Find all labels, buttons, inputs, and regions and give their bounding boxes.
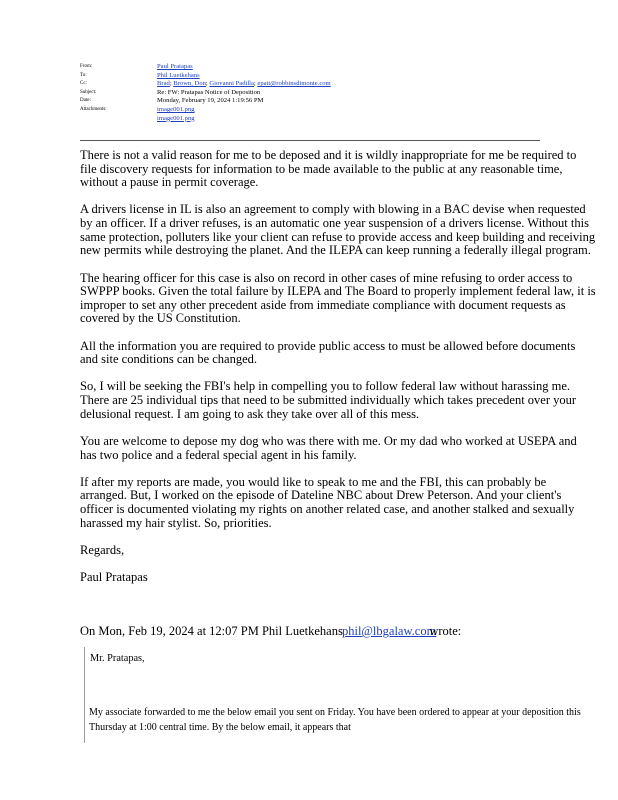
reply-attribution-text: On Mon, Feb 19, 2024 at 12:07 PM Phil Luetkehans xyxy=(80,624,343,638)
subject-row xyxy=(80,89,550,98)
body-paragraph: If after my reports are made, you would like to speak to me and the FBI, this can probably be arranged. But, I worked on the episode of Dateline NBC about Drew Peterson. And your client's officer is documented violating my rights on another related case, and another stalked and sexually harassed my hair stylist. So, priorities. xyxy=(80,474,575,530)
body-paragraph: A drivers license in IL is also an agreement to comply with blowing in a BAC devise when requested by an officer. If a driver refuses, is an automatic one year suspension of a drivers license. Without this same protection, polluters like your client can refuse to provide access and keep building and receiving new permits while destroying the planet. And the ILEPA can keep running a federally illegal program. xyxy=(80,202,596,258)
date-value: Monday, February 19, 2024 1:19:56 PM xyxy=(157,97,264,105)
attachments-row-2 xyxy=(80,115,550,124)
quoted-message xyxy=(84,647,605,743)
from-value[interactable]: Paul Pratapas xyxy=(157,63,193,70)
body-paragraph: The hearing officer for this case is also on record in other cases of mine refusing to order access to SWPPP books. Given the total failure by ILEPA and The Board to properly implement federal law, it is improper to set any other precedent aside from immediate compliance with document requests as covered by the US Constitution. xyxy=(80,270,596,326)
body-paragraph: You are welcome to depose my dog who was there with me. Or my dad who worked at USEPA and has two police and a federal special agent in his family. xyxy=(80,433,577,462)
header-divider xyxy=(80,140,540,141)
message-body xyxy=(80,149,596,598)
attachments-row xyxy=(80,106,550,115)
cc-recipient[interactable]: epatt@robbinsdimonte.com xyxy=(257,80,331,88)
email-header xyxy=(80,63,550,123)
attachments-label: Attachments: xyxy=(80,106,107,112)
quoted-text: My associate forwarded to me the below email you sent on Friday. You have been ordered to appear at your deposition this Thursday at 1:00 central time. By the below email, it appears that xyxy=(89,707,581,733)
date-row xyxy=(80,97,550,106)
date-label: Date: xyxy=(80,98,91,104)
subject-label: Subject: xyxy=(80,89,97,95)
cc-recipient[interactable]: Brad xyxy=(157,80,170,88)
attachment-link[interactable]: image001.png xyxy=(157,114,195,122)
quoted-greeting: Mr. Pratapas, xyxy=(90,653,145,664)
subject-value: Re: FW: Pratapas Notice of Deposition xyxy=(157,88,261,96)
cc-recipient[interactable]: Brown, Don xyxy=(173,80,206,88)
from-label: From: xyxy=(80,64,93,69)
reply-attribution xyxy=(80,624,472,639)
attachment-link[interactable]: image001.png xyxy=(157,105,195,113)
cc-row xyxy=(80,80,550,89)
body-paragraph: All the information you are required to provide public access to must be allowed before documents and site conditions can be changed. xyxy=(80,338,576,367)
body-paragraph: There is not a valid reason for me to be deposed and it is wildly inappropriate for me be required to file discovery requests for information to be made available to the public at any reasonable time, without a pause in permit coverage. xyxy=(80,148,577,190)
signature: Paul Pratapas xyxy=(80,570,148,585)
body-paragraph: So, I will be seeking the FBI's help in compelling you to follow federal law without harassing me. There are 25 individual tips that need to be submitted individually which takes precedent over your delusional request. I am going to ask they take over all of this mess. xyxy=(80,379,577,421)
cc-label: Cc: xyxy=(80,81,87,87)
cc-value-list: Brad; Brown, Don; Giovanni Padilla; epatt@robbinsdimonte.com xyxy=(157,80,331,88)
reply-email-link[interactable]: phil@lbgalaw.com xyxy=(341,624,437,638)
to-row xyxy=(80,72,550,81)
cc-recipient[interactable]: Giovanni Padilla xyxy=(209,80,254,88)
reply-wrote: wrote: xyxy=(429,624,462,638)
from-row xyxy=(80,63,550,72)
to-value[interactable]: Phil Luetkehans xyxy=(157,71,200,79)
to-label: To: xyxy=(80,72,87,78)
regards: Regards, xyxy=(80,542,125,557)
